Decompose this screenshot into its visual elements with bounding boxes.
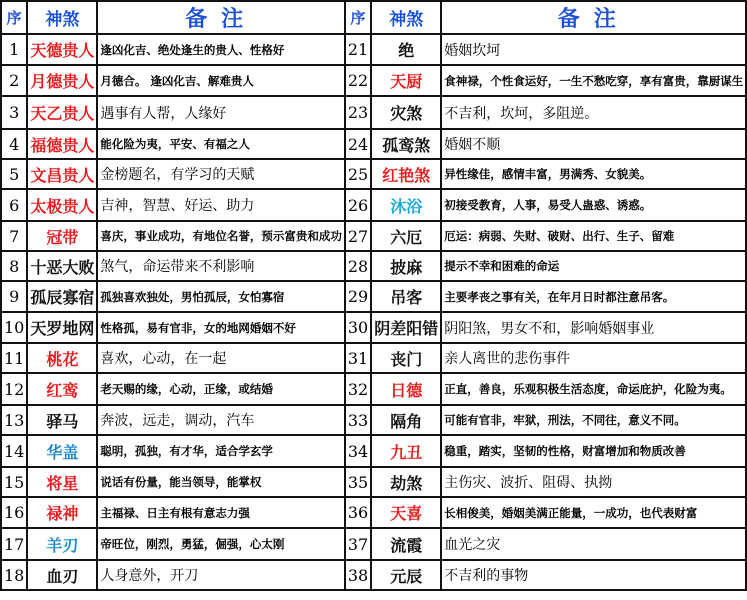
table-row <box>1 189 746 221</box>
shensha-name: 将星 <box>27 467 97 497</box>
shensha-note: 能化险为夷，平安、有福之人 <box>97 129 345 159</box>
shensha-note: 逢凶化吉、绝处逢生的贵人、性格好 <box>97 34 345 65</box>
row-number: 6 <box>1 189 27 221</box>
shensha-name: 孤辰寡宿 <box>27 281 97 312</box>
shensha-note: 人身意外，开刀 <box>97 560 345 590</box>
shensha-name: 天德贵人 <box>27 34 97 65</box>
header-name-right: 神煞 <box>371 1 441 34</box>
shensha-name: 隔角 <box>371 405 441 435</box>
table-row <box>1 159 746 189</box>
shensha-note: 帝旺位，刚烈，勇猛，倔强，心太刚 <box>97 528 345 560</box>
shensha-name: 福德贵人 <box>27 129 97 159</box>
header-name-left: 神煞 <box>27 1 97 34</box>
row-number: 9 <box>1 281 27 312</box>
row-number: 27 <box>345 221 371 251</box>
row-number: 16 <box>1 497 27 528</box>
shensha-name: 红鸾 <box>27 373 97 405</box>
shensha-name: 血刃 <box>27 560 97 590</box>
row-number: 32 <box>345 373 371 405</box>
header-num-left: 序 <box>1 1 27 34</box>
shensha-note: 初接受教育，人事，易受人蛊惑、诱惑。 <box>441 189 746 221</box>
shensha-name: 阴差阳错 <box>371 312 441 343</box>
row-number: 7 <box>1 221 27 251</box>
table-row <box>1 467 746 497</box>
shensha-note: 金榜题名，有学习的天赋 <box>97 159 345 189</box>
shensha-note: 亲人离世的悲伤事件 <box>441 343 746 373</box>
shensha-name: 六厄 <box>371 221 441 251</box>
shensha-note: 月德合。 逢凶化吉、解难贵人 <box>97 65 345 96</box>
shensha-note: 奔波，远走，调动，汽车 <box>97 405 345 435</box>
row-number: 25 <box>345 159 371 189</box>
row-number: 2 <box>1 65 27 96</box>
table-row <box>1 312 746 343</box>
shensha-note: 阴阳煞，男女不和，影响婚姻事业 <box>441 312 746 343</box>
shensha-name: 丧门 <box>371 343 441 373</box>
shensha-name: 月德贵人 <box>27 65 97 96</box>
table-row <box>1 281 746 312</box>
shensha-note: 喜欢，心动，在一起 <box>97 343 345 373</box>
shensha-name: 流霞 <box>371 528 441 560</box>
shensha-note: 提示不幸和困难的命运 <box>441 251 746 281</box>
row-number: 17 <box>1 528 27 560</box>
table-row <box>1 96 746 129</box>
row-number: 37 <box>345 528 371 560</box>
shensha-note: 婚姻坎坷 <box>441 34 746 65</box>
shensha-note: 稳重，踏实，坚韧的性格，财富增加和物质改善 <box>441 435 746 467</box>
row-number: 24 <box>345 129 371 159</box>
table-row <box>1 34 746 65</box>
table-body <box>1 34 746 590</box>
header-note-left: 备注 <box>97 1 345 34</box>
shensha-name: 冠带 <box>27 221 97 251</box>
shensha-note: 聪明，孤独，有才华，适合学玄学 <box>97 435 345 467</box>
shensha-note: 可能有官非，牢狱，刑法，不同往，意义不同。 <box>441 405 746 435</box>
row-number: 8 <box>1 251 27 281</box>
table-row <box>1 560 746 590</box>
shensha-note: 主伤灾、波折、阻碍、执拗 <box>441 467 746 497</box>
shensha-note: 长相俊美，婚姻美满正能量，一成功，也代表财富 <box>441 497 746 528</box>
table-row <box>1 221 746 251</box>
shensha-name: 太极贵人 <box>27 189 97 221</box>
table-row <box>1 65 746 96</box>
row-number: 35 <box>345 467 371 497</box>
row-number: 38 <box>345 560 371 590</box>
shensha-note: 煞气，命运带来不利影响 <box>97 251 345 281</box>
shensha-note: 说话有份量，能当领导，能掌权 <box>97 467 345 497</box>
shensha-name: 文昌贵人 <box>27 159 97 189</box>
table-row <box>1 497 746 528</box>
header-note-right: 备注 <box>441 1 746 34</box>
row-number: 26 <box>345 189 371 221</box>
row-number: 21 <box>345 34 371 65</box>
row-number: 28 <box>345 251 371 281</box>
shensha-name: 沐浴 <box>371 189 441 221</box>
shensha-name: 披麻 <box>371 251 441 281</box>
shensha-name: 华盖 <box>27 435 97 467</box>
shensha-note: 血光之灾 <box>441 528 746 560</box>
table-row <box>1 435 746 467</box>
shensha-name: 天罗地网 <box>27 312 97 343</box>
shensha-name: 天乙贵人 <box>27 96 97 129</box>
row-number: 34 <box>345 435 371 467</box>
shensha-name: 禄神 <box>27 497 97 528</box>
shensha-note: 食神禄，个性食运好，一生不愁吃穿，享有富贵，靠厨谋生 <box>441 65 746 96</box>
shensha-name: 天厨 <box>371 65 441 96</box>
shensha-name: 桃花 <box>27 343 97 373</box>
row-number: 14 <box>1 435 27 467</box>
row-number: 18 <box>1 560 27 590</box>
table-row <box>1 343 746 373</box>
table-row <box>1 373 746 405</box>
row-number: 22 <box>345 65 371 96</box>
row-number: 33 <box>345 405 371 435</box>
table-row <box>1 528 746 560</box>
table-row <box>1 251 746 281</box>
row-number: 13 <box>1 405 27 435</box>
table-row <box>1 405 746 435</box>
shensha-note: 不吉利，坎坷，多阻逆。 <box>441 96 746 129</box>
row-number: 1 <box>1 34 27 65</box>
row-number: 15 <box>1 467 27 497</box>
shensha-name: 孤鸾煞 <box>371 129 441 159</box>
header-num-right: 序 <box>345 1 371 34</box>
shensha-name: 劫煞 <box>371 467 441 497</box>
shensha-note: 婚姻不顺 <box>441 129 746 159</box>
shensha-name: 红艳煞 <box>371 159 441 189</box>
table-row <box>1 129 746 159</box>
row-number: 30 <box>345 312 371 343</box>
shensha-note: 孤独喜欢独处，男怕孤辰，女怕寡宿 <box>97 281 345 312</box>
shensha-name: 日德 <box>371 373 441 405</box>
row-number: 3 <box>1 96 27 129</box>
shensha-note: 异性缘佳，感情丰富，男满秀、女貌美。 <box>441 159 746 189</box>
shensha-note: 喜庆，事业成功，有地位名誉，预示富贵和成功 <box>97 221 345 251</box>
row-number: 23 <box>345 96 371 129</box>
row-number: 10 <box>1 312 27 343</box>
row-number: 5 <box>1 159 27 189</box>
shensha-note: 主福禄、日主有根有意志力强 <box>97 497 345 528</box>
shensha-note: 厄运：病弱、失财、破财、出行、生子、留难 <box>441 221 746 251</box>
shensha-name: 灾煞 <box>371 96 441 129</box>
shensha-note: 老天赐的缘，心动，正缘，或结婚 <box>97 373 345 405</box>
shensha-note: 吉神，智慧、好运、助力 <box>97 189 345 221</box>
row-number: 11 <box>1 343 27 373</box>
shensha-name: 元辰 <box>371 560 441 590</box>
row-number: 29 <box>345 281 371 312</box>
row-number: 31 <box>345 343 371 373</box>
shensha-name: 绝 <box>371 34 441 65</box>
shensha-name: 吊客 <box>371 281 441 312</box>
row-number: 4 <box>1 129 27 159</box>
shensha-name: 十恶大败 <box>27 251 97 281</box>
shensha-note: 不吉利的事物 <box>441 560 746 590</box>
row-number: 36 <box>345 497 371 528</box>
shensha-note: 遇事有人帮，人缘好 <box>97 96 345 129</box>
shensha-name: 驿马 <box>27 405 97 435</box>
shensha-name: 天喜 <box>371 497 441 528</box>
shensha-name: 羊刃 <box>27 528 97 560</box>
shensha-name: 九丑 <box>371 435 441 467</box>
row-number: 12 <box>1 373 27 405</box>
header-row <box>1 1 746 34</box>
shensha-note: 主要孝丧之事有关，在年月日时都注意吊客。 <box>441 281 746 312</box>
shensha-note: 正直，善良，乐观积极生活态度，命运庇护，化险为夷。 <box>441 373 746 405</box>
shensha-note: 性格孤，易有官非，女的地网婚姻不好 <box>97 312 345 343</box>
